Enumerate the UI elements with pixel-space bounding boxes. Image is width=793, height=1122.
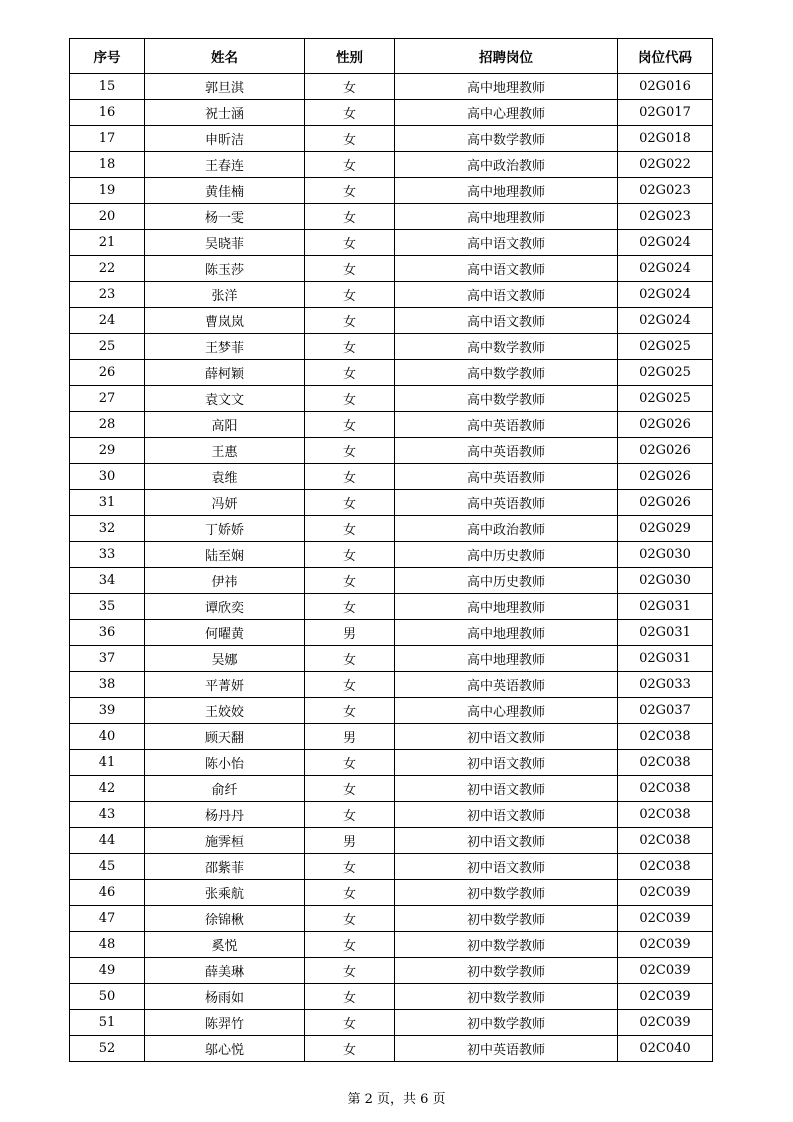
cell-name: 袁维 [145,464,305,490]
cell-position-code: 02G026 [618,438,713,464]
cell-gender: 女 [305,776,395,802]
cell-gender: 男 [305,620,395,646]
cell-serial: 39 [70,698,145,724]
cell-name: 丁娇娇 [145,516,305,542]
table-row [70,984,713,1010]
table-row [70,828,713,854]
table-row [70,620,713,646]
table-row [70,568,713,594]
table-row [70,1036,713,1062]
cell-position-code: 02G025 [618,360,713,386]
table-row [70,334,713,360]
table-row [70,880,713,906]
cell-position: 高中政治教师 [395,516,618,542]
cell-gender: 女 [305,854,395,880]
cell-gender: 女 [305,594,395,620]
cell-position-code: 02G030 [618,542,713,568]
cell-name: 施霁桓 [145,828,305,854]
cell-serial: 30 [70,464,145,490]
cell-name: 吴晓菲 [145,230,305,256]
cell-name: 邬心悦 [145,1036,305,1062]
cell-position: 高中地理教师 [395,620,618,646]
table-row [70,204,713,230]
cell-position-code: 02G017 [618,100,713,126]
cell-serial: 34 [70,568,145,594]
cell-name: 张乘航 [145,880,305,906]
cell-name: 王惠 [145,438,305,464]
cell-name: 王春连 [145,152,305,178]
cell-serial: 35 [70,594,145,620]
cell-position-code: 02G024 [618,230,713,256]
cell-gender: 女 [305,490,395,516]
cell-serial: 33 [70,542,145,568]
cell-gender: 女 [305,750,395,776]
cell-position: 初中语文教师 [395,724,618,750]
cell-position-code: 02G016 [618,74,713,100]
cell-position-code: 02G025 [618,334,713,360]
cell-position-code: 02C039 [618,1010,713,1036]
cell-gender: 女 [305,880,395,906]
cell-serial: 19 [70,178,145,204]
cell-gender: 女 [305,204,395,230]
cell-position-code: 02C039 [618,958,713,984]
cell-serial: 49 [70,958,145,984]
cell-name: 俞纤 [145,776,305,802]
cell-position: 初中数学教师 [395,932,618,958]
cell-position: 高中地理教师 [395,594,618,620]
cell-serial: 44 [70,828,145,854]
cell-position: 高中地理教师 [395,204,618,230]
cell-serial: 16 [70,100,145,126]
table-row [70,464,713,490]
cell-position: 高中数学教师 [395,386,618,412]
cell-name: 顾天翻 [145,724,305,750]
cell-serial: 41 [70,750,145,776]
cell-gender: 女 [305,438,395,464]
cell-position: 初中语文教师 [395,828,618,854]
header-position: 招聘岗位 [395,39,618,74]
cell-name: 薛柯颖 [145,360,305,386]
cell-serial: 36 [70,620,145,646]
cell-name: 邵紫菲 [145,854,305,880]
cell-gender: 女 [305,568,395,594]
cell-position: 高中语文教师 [395,308,618,334]
table-row [70,906,713,932]
cell-position: 初中数学教师 [395,1010,618,1036]
cell-serial: 40 [70,724,145,750]
cell-serial: 46 [70,880,145,906]
cell-name: 杨一雯 [145,204,305,230]
cell-position: 高中地理教师 [395,178,618,204]
cell-position: 高中政治教师 [395,152,618,178]
cell-position: 高中地理教师 [395,646,618,672]
cell-position: 高中数学教师 [395,334,618,360]
cell-position-code: 02C038 [618,828,713,854]
cell-gender: 女 [305,958,395,984]
table-row [70,490,713,516]
cell-position: 初中数学教师 [395,984,618,1010]
cell-position-code: 02G025 [618,386,713,412]
cell-position-code: 02G031 [618,594,713,620]
table-row [70,152,713,178]
cell-gender: 女 [305,906,395,932]
cell-gender: 女 [305,74,395,100]
cell-name: 平菁妍 [145,672,305,698]
cell-name: 谭欣奕 [145,594,305,620]
cell-name: 王姣姣 [145,698,305,724]
cell-name: 陈玉莎 [145,256,305,282]
cell-name: 陆至娴 [145,542,305,568]
table-row [70,308,713,334]
cell-name: 薛美琳 [145,958,305,984]
cell-name: 郭旦淇 [145,74,305,100]
table-row [70,438,713,464]
cell-serial: 27 [70,386,145,412]
cell-gender: 女 [305,230,395,256]
cell-serial: 28 [70,412,145,438]
cell-gender: 女 [305,516,395,542]
cell-serial: 17 [70,126,145,152]
cell-position: 高中心理教师 [395,698,618,724]
table-row [70,282,713,308]
cell-position-code: 02G029 [618,516,713,542]
table-row [70,1010,713,1036]
cell-gender: 女 [305,256,395,282]
cell-gender: 女 [305,802,395,828]
table-row [70,854,713,880]
cell-position: 高中地理教师 [395,74,618,100]
cell-name: 袁文文 [145,386,305,412]
cell-position-code: 02C038 [618,750,713,776]
cell-gender: 女 [305,308,395,334]
cell-serial: 52 [70,1036,145,1062]
cell-name: 祝士涵 [145,100,305,126]
cell-position-code: 02G018 [618,126,713,152]
table-row [70,958,713,984]
cell-position-code: 02G023 [618,204,713,230]
cell-gender: 女 [305,698,395,724]
cell-name: 陈羿竹 [145,1010,305,1036]
cell-position-code: 02G022 [618,152,713,178]
table-row [70,126,713,152]
cell-name: 王梦菲 [145,334,305,360]
page-footer: 第 2 页，共 6 页 [347,1092,446,1107]
cell-position-code: 02G030 [618,568,713,594]
cell-position-code: 02G023 [618,178,713,204]
cell-position-code: 02C038 [618,724,713,750]
cell-position: 高中英语教师 [395,412,618,438]
table-row [70,698,713,724]
cell-name: 徐锦楸 [145,906,305,932]
cell-name: 奚悦 [145,932,305,958]
cell-position: 高中语文教师 [395,256,618,282]
cell-name: 杨丹丹 [145,802,305,828]
cell-position-code: 02C039 [618,932,713,958]
table-row [70,386,713,412]
cell-position-code: 02G026 [618,490,713,516]
cell-gender: 女 [305,360,395,386]
cell-position-code: 02G024 [618,282,713,308]
cell-gender: 女 [305,1010,395,1036]
header-name: 姓名 [145,39,305,74]
table-row [70,360,713,386]
cell-gender: 女 [305,152,395,178]
cell-position: 初中语文教师 [395,854,618,880]
cell-position-code: 02G037 [618,698,713,724]
cell-gender: 女 [305,282,395,308]
cell-position: 高中语文教师 [395,230,618,256]
cell-name: 陈小怡 [145,750,305,776]
cell-serial: 38 [70,672,145,698]
cell-name: 曹岚岚 [145,308,305,334]
cell-name: 吴娜 [145,646,305,672]
cell-gender: 女 [305,178,395,204]
cell-gender: 女 [305,984,395,1010]
cell-serial: 43 [70,802,145,828]
cell-gender: 女 [305,932,395,958]
cell-position: 初中语文教师 [395,776,618,802]
table-row [70,932,713,958]
cell-serial: 26 [70,360,145,386]
table-body [70,74,713,1062]
cell-name: 张洋 [145,282,305,308]
cell-position-code: 02G026 [618,464,713,490]
cell-name: 申昕洁 [145,126,305,152]
cell-position: 高中心理教师 [395,100,618,126]
cell-serial: 23 [70,282,145,308]
cell-name: 伊祎 [145,568,305,594]
cell-position: 初中数学教师 [395,958,618,984]
cell-position-code: 02C039 [618,880,713,906]
cell-name: 冯妍 [145,490,305,516]
cell-gender: 女 [305,100,395,126]
cell-position-code: 02C038 [618,854,713,880]
cell-serial: 31 [70,490,145,516]
table-row [70,750,713,776]
cell-position-code: 02C039 [618,984,713,1010]
cell-position: 高中英语教师 [395,672,618,698]
cell-position: 高中英语教师 [395,438,618,464]
cell-name: 黄佳楠 [145,178,305,204]
cell-position: 高中语文教师 [395,282,618,308]
cell-gender: 女 [305,672,395,698]
cell-gender: 女 [305,1036,395,1062]
cell-position-code: 02G026 [618,412,713,438]
table-row [70,178,713,204]
cell-position: 高中历史教师 [395,568,618,594]
table-row [70,516,713,542]
cell-gender: 女 [305,386,395,412]
cell-position-code: 02G031 [618,646,713,672]
cell-position: 初中数学教师 [395,880,618,906]
table-row [70,776,713,802]
cell-gender: 女 [305,126,395,152]
cell-serial: 22 [70,256,145,282]
cell-position: 高中英语教师 [395,490,618,516]
cell-serial: 25 [70,334,145,360]
cell-position-code: 02C039 [618,906,713,932]
cell-gender: 男 [305,828,395,854]
cell-serial: 21 [70,230,145,256]
cell-position-code: 02G031 [618,620,713,646]
cell-serial: 29 [70,438,145,464]
cell-serial: 32 [70,516,145,542]
table-row [70,74,713,100]
cell-position: 初中英语教师 [395,1036,618,1062]
cell-name: 杨雨如 [145,984,305,1010]
cell-serial: 45 [70,854,145,880]
cell-position: 初中语文教师 [395,750,618,776]
cell-position-code: 02G024 [618,308,713,334]
table-row [70,594,713,620]
cell-gender: 女 [305,542,395,568]
header-gender: 性别 [305,39,395,74]
cell-serial: 37 [70,646,145,672]
cell-serial: 48 [70,932,145,958]
roster-table [69,38,713,1062]
cell-gender: 女 [305,464,395,490]
cell-name: 何曜黄 [145,620,305,646]
table-row [70,412,713,438]
cell-serial: 18 [70,152,145,178]
cell-serial: 24 [70,308,145,334]
cell-serial: 50 [70,984,145,1010]
cell-gender: 女 [305,412,395,438]
cell-name: 高阳 [145,412,305,438]
table-header-row [70,39,713,74]
cell-position: 高中数学教师 [395,360,618,386]
table-row [70,256,713,282]
cell-serial: 47 [70,906,145,932]
cell-serial: 51 [70,1010,145,1036]
cell-serial: 15 [70,74,145,100]
table-row [70,100,713,126]
cell-position: 初中数学教师 [395,906,618,932]
cell-position: 高中英语教师 [395,464,618,490]
cell-position-code: 02C038 [618,776,713,802]
header-serial: 序号 [70,39,145,74]
cell-position-code: 02C040 [618,1036,713,1062]
cell-serial: 42 [70,776,145,802]
cell-serial: 20 [70,204,145,230]
cell-gender: 男 [305,724,395,750]
cell-position: 高中历史教师 [395,542,618,568]
table-row [70,724,713,750]
cell-gender: 女 [305,646,395,672]
table-row [70,230,713,256]
cell-position-code: 02G024 [618,256,713,282]
table-row [70,672,713,698]
table-row [70,542,713,568]
table-row [70,646,713,672]
header-position-code: 岗位代码 [618,39,713,74]
table-row [70,802,713,828]
cell-position-code: 02G033 [618,672,713,698]
cell-position: 高中数学教师 [395,126,618,152]
cell-gender: 女 [305,334,395,360]
cell-position: 初中语文教师 [395,802,618,828]
cell-position-code: 02C038 [618,802,713,828]
